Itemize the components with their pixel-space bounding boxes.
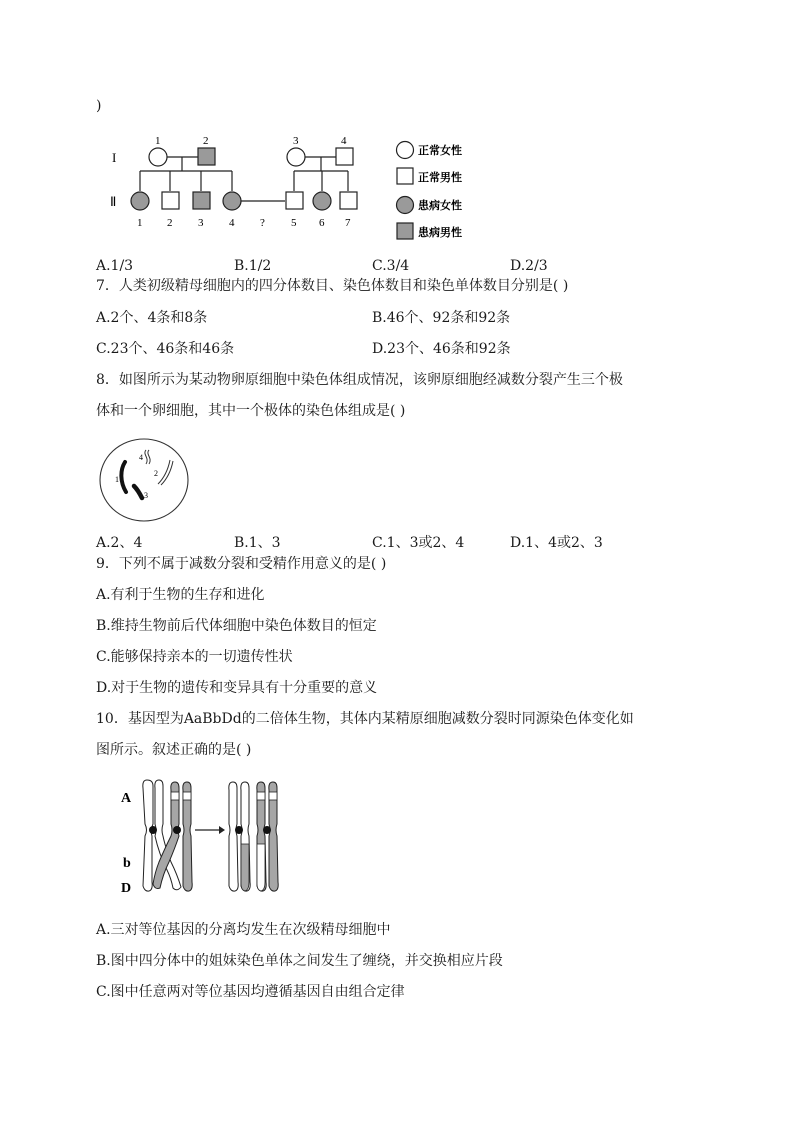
chromosome-crossover-diagram <box>115 774 305 902</box>
question-fragment: ) <box>96 98 102 114</box>
chromosome-label: 1 <box>115 475 119 484</box>
q7-option-a: A.2个、4条和8条 <box>96 310 208 326</box>
gen1-number: 2 <box>203 135 209 147</box>
legend-label: 正常男性 <box>418 172 462 184</box>
pedigree-ii3-affected-male <box>193 192 210 209</box>
q8-stem-line2: 体和一个卵细胞，其中一个极体的染色体组成是( ) <box>96 403 406 419</box>
arrow-icon <box>219 826 225 834</box>
gen-label-2: Ⅱ <box>110 194 117 209</box>
gen1-number: 4 <box>341 135 347 147</box>
chromosome-label: 3 <box>144 491 148 500</box>
q9-option-b: B.维持生物前后代体细胞中染色体数目的恒定 <box>96 618 377 634</box>
gene-label-a: A <box>121 791 132 806</box>
pedigree-i2-affected-male <box>198 148 215 165</box>
cell-diagram <box>98 436 194 524</box>
q6-option-d: D.2/3 <box>510 258 548 274</box>
q9-option-d: D.对于生物的遗传和变异具有十分重要的意义 <box>96 680 378 696</box>
pedigree-ii7-normal-male <box>340 192 357 209</box>
gen2-number: 6 <box>319 217 325 229</box>
q10-stem-line1: 10．基因型为AaBbDd的二倍体生物，其体内某精原细胞减数分裂时同源染色体变化如 <box>96 711 634 727</box>
q9-stem: 9．下列不属于减数分裂和受精作用意义的是( ) <box>96 556 387 572</box>
centromere <box>173 826 181 834</box>
pedigree-ii4-affected-female <box>223 192 241 210</box>
gen2-number: 7 <box>345 217 351 229</box>
pedigree-ii5-normal-male <box>286 192 303 209</box>
gen2-number: 5 <box>291 217 297 229</box>
legend-affected-male-icon <box>397 223 413 239</box>
gen2-number: 1 <box>137 217 143 229</box>
pedigree-ii2-normal-male <box>162 192 179 209</box>
q9-option-c: C.能够保持亲本的一切遗传性状 <box>96 649 293 665</box>
q10-option-b: B.图中四分体中的姐妹染色单体之间发生了缠绕，并交换相应片段 <box>96 953 503 969</box>
centromere <box>149 826 157 834</box>
chromatid-white-3 <box>229 782 238 891</box>
gen2-number: ? <box>260 217 265 229</box>
pedigree-i1-normal-female <box>149 148 167 166</box>
centromere <box>235 826 243 834</box>
legend-label: 正常女性 <box>418 145 462 157</box>
q8-option-d: D.1、4或2、3 <box>510 535 603 551</box>
q10-stem-line2: 图所示。叙述正确的是( ) <box>96 742 252 758</box>
q6-option-c: C.3/4 <box>372 258 410 274</box>
gene-label-d: D <box>121 881 132 896</box>
q10-option-a: A.三对等位基因的分离均发生在次级精母细胞中 <box>96 922 391 938</box>
q10-option-c: C.图中任意两对等位基因均遵循基因自由组合定律 <box>96 984 405 1000</box>
pedigree-i4-normal-male <box>336 148 353 165</box>
pedigree-ii1-affected-female <box>131 192 149 210</box>
chromosome-label: 2 <box>154 469 158 478</box>
legend-normal-female-icon <box>397 142 414 159</box>
q6-option-a: A.1/3 <box>96 258 134 274</box>
gene-label-b: b <box>123 856 131 871</box>
q8-stem-line1: 8．如图所示为某动物卵原细胞中染色体组成情况，该卵原细胞经减数分裂产生三个极 <box>96 372 623 388</box>
gen2-number: 2 <box>167 217 173 229</box>
pedigree-i3-normal-female <box>287 148 305 166</box>
q8-option-b: B.1、3 <box>234 535 281 551</box>
q7-option-b: B.46个、92条和92条 <box>372 310 511 326</box>
legend-label: 患病男性 <box>418 227 462 239</box>
q8-option-c: C.1、3或2、4 <box>372 535 465 551</box>
q9-option-a: A.有利于生物的生存和进化 <box>96 587 265 603</box>
legend-label: 患病女性 <box>418 200 462 212</box>
q8-option-a: A.2、4 <box>96 535 143 551</box>
q7-stem: 7．人类初级精母细胞内的四分体数目、染色体数目和染色单体数目分别是( ) <box>96 278 569 294</box>
gen2-number: 4 <box>229 217 235 229</box>
legend-affected-female-icon <box>397 197 414 214</box>
pedigree-ii6-affected-female <box>313 192 331 210</box>
q7-option-c: C.23个、46条和46条 <box>96 341 235 357</box>
chromatid-white-1 <box>143 780 153 891</box>
cell-membrane <box>100 439 188 521</box>
q7-option-d: D.23个、46条和92条 <box>372 341 511 357</box>
gen1-number: 1 <box>155 135 161 147</box>
gen-label-1: I <box>112 150 117 165</box>
pedigree-chart <box>100 125 480 245</box>
gen2-number: 3 <box>198 217 204 229</box>
q6-option-b: B.1/2 <box>234 258 272 274</box>
centromere <box>263 826 271 834</box>
chromosome-label: 4 <box>139 453 143 462</box>
legend-normal-male-icon <box>397 168 413 184</box>
gen1-number: 3 <box>293 135 299 147</box>
